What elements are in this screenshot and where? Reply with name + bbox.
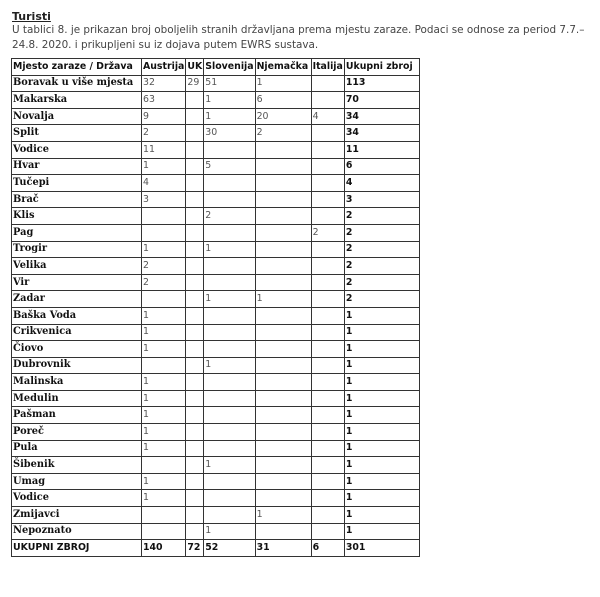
count-cell — [311, 125, 344, 142]
table-row — [12, 75, 420, 92]
row-total-cell: 1 — [344, 424, 419, 441]
header-germany: Njemačka — [255, 59, 311, 76]
count-cell — [142, 457, 186, 474]
count-cell: 1 — [142, 490, 186, 507]
count-cell: 1 — [204, 457, 255, 474]
count-cell — [204, 307, 255, 324]
row-total-cell: 1 — [344, 307, 419, 324]
count-cell — [186, 224, 204, 241]
count-cell — [142, 357, 186, 374]
count-cell: 4 — [311, 108, 344, 125]
location-cell: Umag — [12, 473, 142, 490]
count-cell — [204, 258, 255, 275]
location-cell: Baška Voda — [12, 307, 142, 324]
count-cell: 2 — [142, 125, 186, 142]
count-cell: 1 — [142, 307, 186, 324]
count-cell — [204, 440, 255, 457]
table-body — [12, 75, 420, 556]
count-cell: 1 — [255, 507, 311, 524]
count-cell: 1 — [142, 390, 186, 407]
location-cell: Zadar — [12, 291, 142, 308]
count-cell — [186, 158, 204, 175]
count-cell — [255, 158, 311, 175]
count-cell — [186, 507, 204, 524]
totals-cell: 52 — [204, 540, 255, 557]
count-cell — [186, 324, 204, 341]
count-cell — [311, 241, 344, 258]
count-cell: 1 — [142, 407, 186, 424]
row-total-cell: 11 — [344, 141, 419, 158]
count-cell — [204, 341, 255, 358]
row-total-cell: 1 — [344, 324, 419, 341]
count-cell — [186, 357, 204, 374]
location-cell: Zmijavci — [12, 507, 142, 524]
count-cell: 1 — [255, 291, 311, 308]
count-cell — [311, 324, 344, 341]
count-cell — [255, 241, 311, 258]
count-cell — [186, 241, 204, 258]
row-total-cell: 1 — [344, 374, 419, 391]
count-cell — [311, 141, 344, 158]
count-cell — [311, 357, 344, 374]
count-cell — [186, 374, 204, 391]
count-cell — [255, 208, 311, 225]
count-cell — [186, 473, 204, 490]
table-row — [12, 241, 420, 258]
count-cell: 2 — [142, 274, 186, 291]
location-cell: Klis — [12, 208, 142, 225]
count-cell — [311, 374, 344, 391]
totals-cell: 140 — [142, 540, 186, 557]
count-cell — [186, 490, 204, 507]
row-total-cell: 34 — [344, 108, 419, 125]
count-cell: 63 — [142, 92, 186, 109]
count-cell: 1 — [142, 473, 186, 490]
location-cell: Dubrovnik — [12, 357, 142, 374]
count-cell: 9 — [142, 108, 186, 125]
count-cell — [186, 92, 204, 109]
count-cell — [255, 440, 311, 457]
count-cell — [311, 507, 344, 524]
count-cell — [311, 440, 344, 457]
count-cell: 2 — [311, 224, 344, 241]
count-cell — [311, 175, 344, 192]
table-row — [12, 324, 420, 341]
row-total-cell: 1 — [344, 357, 419, 374]
table-row — [12, 208, 420, 225]
count-cell — [186, 141, 204, 158]
count-cell: 1 — [142, 374, 186, 391]
row-total-cell: 1 — [344, 473, 419, 490]
count-cell — [142, 523, 186, 540]
count-cell: 30 — [204, 125, 255, 142]
location-cell: Split — [12, 125, 142, 142]
row-total-cell: 2 — [344, 274, 419, 291]
location-cell: Novalja — [12, 108, 142, 125]
count-cell — [186, 191, 204, 208]
table-header-row — [12, 59, 420, 76]
totals-cell: 72 — [186, 540, 204, 557]
header-location: Mjesto zaraze / Država — [12, 59, 142, 76]
location-cell: Boravak u više mjesta — [12, 75, 142, 92]
count-cell — [255, 457, 311, 474]
count-cell — [204, 324, 255, 341]
count-cell: 1 — [204, 357, 255, 374]
table-row — [12, 473, 420, 490]
table-row — [12, 440, 420, 457]
location-cell: Pula — [12, 440, 142, 457]
count-cell — [311, 473, 344, 490]
totals-row — [12, 540, 420, 557]
table-row — [12, 108, 420, 125]
count-cell — [255, 274, 311, 291]
row-total-cell: 1 — [344, 390, 419, 407]
location-cell: Vodice — [12, 141, 142, 158]
intro-paragraph: U tablici 8. je prikazan broj oboljelih stranih državljana prema mjestu zaraze. Podaci se odnose za period 7.7.–24.8. 2020. i prikupljeni su iz dojava putem EWRS sustava. — [12, 24, 585, 51]
table-row — [12, 224, 420, 241]
count-cell — [204, 407, 255, 424]
count-cell: 1 — [204, 291, 255, 308]
count-cell — [186, 208, 204, 225]
count-cell — [255, 374, 311, 391]
count-cell: 3 — [142, 191, 186, 208]
table-row — [12, 191, 420, 208]
count-cell: 5 — [204, 158, 255, 175]
header-total: Ukupni zbroj — [344, 59, 419, 76]
row-total-cell: 4 — [344, 175, 419, 192]
row-total-cell: 2 — [344, 224, 419, 241]
count-cell: 1 — [142, 440, 186, 457]
count-cell — [255, 390, 311, 407]
count-cell — [311, 457, 344, 474]
totals-label: UKUPNI ZBROJ — [12, 540, 142, 557]
totals-cell: 6 — [311, 540, 344, 557]
count-cell — [311, 158, 344, 175]
count-cell: 1 — [142, 158, 186, 175]
count-cell — [142, 507, 186, 524]
count-cell — [311, 291, 344, 308]
infection-table — [11, 58, 420, 557]
count-cell — [311, 75, 344, 92]
count-cell: 20 — [255, 108, 311, 125]
count-cell — [142, 224, 186, 241]
count-cell: 51 — [204, 75, 255, 92]
location-cell: Pag — [12, 224, 142, 241]
count-cell — [204, 224, 255, 241]
count-cell — [255, 523, 311, 540]
table-row — [12, 175, 420, 192]
row-total-cell: 3 — [344, 191, 419, 208]
count-cell — [204, 374, 255, 391]
count-cell — [186, 291, 204, 308]
table-row — [12, 407, 420, 424]
row-total-cell: 2 — [344, 291, 419, 308]
count-cell — [255, 490, 311, 507]
table-row — [12, 374, 420, 391]
count-cell — [186, 108, 204, 125]
count-cell — [204, 490, 255, 507]
location-cell: Tučepi — [12, 175, 142, 192]
count-cell — [311, 490, 344, 507]
count-cell — [255, 357, 311, 374]
table-row — [12, 92, 420, 109]
count-cell: 1 — [142, 341, 186, 358]
count-cell — [255, 473, 311, 490]
count-cell — [311, 92, 344, 109]
count-cell: 11 — [142, 141, 186, 158]
count-cell — [186, 125, 204, 142]
table-row — [12, 507, 420, 524]
table-row — [12, 523, 420, 540]
count-cell — [186, 175, 204, 192]
count-cell — [186, 274, 204, 291]
count-cell — [311, 390, 344, 407]
location-cell: Velika — [12, 258, 142, 275]
location-cell: Vir — [12, 274, 142, 291]
row-total-cell: 1 — [344, 490, 419, 507]
row-total-cell: 2 — [344, 258, 419, 275]
count-cell: 1 — [204, 241, 255, 258]
count-cell — [255, 141, 311, 158]
table-row — [12, 291, 420, 308]
header-uk: UK — [186, 59, 204, 76]
count-cell: 32 — [142, 75, 186, 92]
row-total-cell: 1 — [344, 523, 419, 540]
count-cell: 2 — [142, 258, 186, 275]
count-cell — [186, 258, 204, 275]
count-cell: 29 — [186, 75, 204, 92]
count-cell — [255, 324, 311, 341]
count-cell — [255, 175, 311, 192]
count-cell — [311, 307, 344, 324]
count-cell: 4 — [142, 175, 186, 192]
location-cell: Vodice — [12, 490, 142, 507]
count-cell: 2 — [255, 125, 311, 142]
count-cell — [255, 258, 311, 275]
count-cell — [311, 424, 344, 441]
location-cell: Brač — [12, 191, 142, 208]
table-row — [12, 424, 420, 441]
location-cell: Malinska — [12, 374, 142, 391]
location-cell: Crikvenica — [12, 324, 142, 341]
location-cell: Medulin — [12, 390, 142, 407]
table-row — [12, 390, 420, 407]
count-cell — [186, 307, 204, 324]
count-cell — [255, 407, 311, 424]
count-cell — [311, 191, 344, 208]
count-cell — [204, 191, 255, 208]
count-cell: 1 — [142, 324, 186, 341]
count-cell — [204, 507, 255, 524]
count-cell — [186, 457, 204, 474]
location-cell: Nepoznato — [12, 523, 142, 540]
count-cell: 2 — [204, 208, 255, 225]
table-row — [12, 307, 420, 324]
row-total-cell: 113 — [344, 75, 419, 92]
table-row — [12, 490, 420, 507]
count-cell — [311, 208, 344, 225]
table-row — [12, 258, 420, 275]
row-total-cell: 1 — [344, 440, 419, 457]
location-cell: Trogir — [12, 241, 142, 258]
count-cell — [142, 208, 186, 225]
count-cell — [255, 191, 311, 208]
count-cell — [311, 341, 344, 358]
count-cell — [255, 307, 311, 324]
count-cell — [186, 390, 204, 407]
header-austria: Austrija — [142, 59, 186, 76]
count-cell — [186, 424, 204, 441]
count-cell — [186, 523, 204, 540]
count-cell — [311, 274, 344, 291]
row-total-cell: 70 — [344, 92, 419, 109]
row-total-cell: 6 — [344, 158, 419, 175]
count-cell — [186, 341, 204, 358]
count-cell — [204, 424, 255, 441]
count-cell — [255, 224, 311, 241]
count-cell — [311, 258, 344, 275]
header-slovenia: Slovenija — [204, 59, 255, 76]
location-cell: Hvar — [12, 158, 142, 175]
section-heading: Turisti — [12, 10, 51, 23]
row-total-cell: 1 — [344, 341, 419, 358]
count-cell — [311, 407, 344, 424]
table-row — [12, 125, 420, 142]
count-cell: 1 — [204, 523, 255, 540]
count-cell — [255, 424, 311, 441]
count-cell: 1 — [204, 108, 255, 125]
row-total-cell: 2 — [344, 208, 419, 225]
count-cell: 1 — [255, 75, 311, 92]
row-total-cell: 1 — [344, 407, 419, 424]
row-total-cell: 1 — [344, 507, 419, 524]
count-cell — [186, 407, 204, 424]
totals-cell: 31 — [255, 540, 311, 557]
count-cell: 1 — [142, 241, 186, 258]
row-total-cell: 2 — [344, 241, 419, 258]
table-row — [12, 274, 420, 291]
header-italy: Italija — [311, 59, 344, 76]
count-cell — [204, 390, 255, 407]
table-row — [12, 457, 420, 474]
count-cell — [204, 141, 255, 158]
table-row — [12, 357, 420, 374]
location-cell: Makarska — [12, 92, 142, 109]
location-cell: Pašman — [12, 407, 142, 424]
count-cell — [204, 274, 255, 291]
count-cell — [204, 473, 255, 490]
row-total-cell: 1 — [344, 457, 419, 474]
count-cell — [186, 440, 204, 457]
location-cell: Čiovo — [12, 341, 142, 358]
table-row — [12, 158, 420, 175]
location-cell: Šibenik — [12, 457, 142, 474]
table-row — [12, 341, 420, 358]
count-cell: 1 — [204, 92, 255, 109]
totals-cell: 301 — [344, 540, 419, 557]
count-cell: 6 — [255, 92, 311, 109]
count-cell — [311, 523, 344, 540]
table-row — [12, 141, 420, 158]
count-cell — [142, 291, 186, 308]
count-cell — [255, 341, 311, 358]
location-cell: Poreč — [12, 424, 142, 441]
count-cell: 1 — [142, 424, 186, 441]
row-total-cell: 34 — [344, 125, 419, 142]
count-cell — [204, 175, 255, 192]
